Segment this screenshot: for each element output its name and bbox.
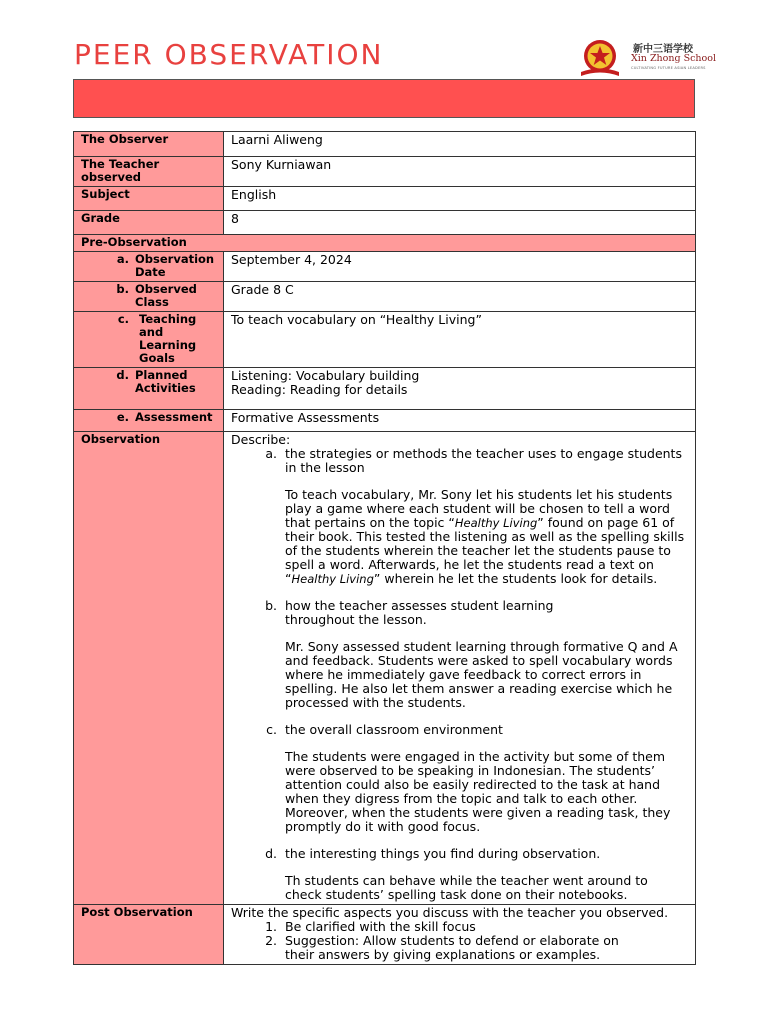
observation-question: the overall classroom environment: [285, 722, 503, 737]
title-banner: [73, 79, 695, 118]
observation-date-label: a. Observation Date: [116, 252, 215, 279]
observation-question: how the teacher assesses student learning throughout the lesson.: [285, 598, 554, 627]
observation-answer: To teach vocabulary, Mr. Sony let his students let his students play a game where each student will be chosen to tell a word that pertains on the topic “Healthy Living” found on page 61 of their book. This tested the listening as well as the spelling skills of the students wherein the teacher let the students pause to spell a word. Afterwards, he let the students read a text on “Healthy Living” wherein he let the students look for details.: [285, 487, 685, 586]
observation-date-row: [74, 252, 696, 282]
subject-row: [74, 187, 696, 211]
school-crest-icon: [578, 38, 628, 78]
observation-intro: Describe:: [231, 432, 291, 447]
goals-value: To teach vocabulary on “Healthy Living”: [224, 312, 696, 368]
assessment-label: e. Assessment: [116, 410, 213, 424]
subject-value: English: [224, 187, 696, 211]
pre-observation-label: Pre-Observation: [74, 235, 696, 252]
observer-label: The Observer: [74, 132, 224, 157]
observed-class-row: [74, 282, 696, 312]
observation-question: the strategies or methods the teacher uses to engage students in the lesson: [285, 446, 682, 475]
school-logo: [578, 38, 718, 78]
observation-item-a: a. the strategies or methods the teacher uses to engage students in the lesson To teach vocabulary, Mr. Sony let his students let his students play a game where each student will be chosen to tell a word that pertains on the topic “Healthy Living” found on page 61 of their book. This tested the listening as well as the spelling skills of the students wherein the teacher let the students pause to spell a word. Afterwards, he let the students read a text on “Healthy Living” wherein he let the students look for details.: [231, 447, 688, 586]
observed-class-label: b. Observed Class: [116, 282, 197, 309]
grade-row: [74, 211, 696, 235]
post-observation-label: Post Observation: [74, 905, 224, 965]
observation-question: the interesting things you find during observation.: [285, 846, 601, 861]
teacher-label: The Teacher observed: [74, 157, 224, 187]
post-observation-item-1: 1. Be clarified with the skill focus: [265, 919, 476, 934]
observation-item-c: c. the overall classroom environment The students were engaged in the activity but some of them were observed to be speaking in Indonesian. The students’ attention could also be easily redirected to the task at hand when they digress from the topic and talk to each other. Moreover, when the students were given a reading task, they promptly do it with good focus.: [231, 723, 688, 834]
observation-date-value: September 4, 2024: [224, 252, 696, 282]
school-name-chinese: 新中三语学校: [633, 44, 693, 55]
observer-row: [74, 132, 696, 157]
grade-value: 8: [224, 211, 696, 235]
observation-answer: Th students can behave while the teacher went around to check students’ spelling task done on their notebooks.: [285, 873, 648, 902]
grade-label: Grade: [74, 211, 224, 235]
planned-activities-row: [74, 368, 696, 410]
teacher-value: Sony Kurniawan: [224, 157, 696, 187]
observation-form: [73, 131, 696, 965]
observation-answer: The students were engaged in the activity but some of them were observed to be speaking in Indonesian. The students’ attention could also be easily redirected to the task at hand when they digress from the topic and talk to each other. Moreover, when the students were given a reading task, they promptly do it with good focus.: [285, 749, 671, 834]
planned-activities-value: Listening: Vocabulary building Reading: Reading for details: [224, 368, 696, 410]
goals-label: c. Teaching and Learning Goals: [117, 312, 197, 365]
assessment-value: Formative Assessments: [224, 410, 696, 432]
pre-observation-row: [74, 235, 696, 252]
school-name-english: Xin Zhong School: [631, 53, 717, 64]
post-observation-item-2: 2. Suggestion: Allow students to defend or elaborate on their answers by giving explanations or examples.: [265, 933, 619, 962]
observation-row: [74, 432, 696, 905]
observation-item-b: b. how the teacher assesses student learning throughout the lesson. Mr. Sony assessed student learning through formative Q and A and feedback. Students were asked to spell vocabulary words where he immediately gave feedback to correct errors in spelling. He also let them answer a reading exercise which he processed with the students.: [231, 599, 688, 710]
observed-class-value: Grade 8 C: [224, 282, 696, 312]
observer-value: Laarni Aliweng: [224, 132, 696, 157]
post-observation-content: [224, 905, 696, 965]
page-title: PEER OBSERVATION: [74, 38, 384, 71]
school-tagline: CULTIVATING FUTURE ASIAN LEADERS: [631, 66, 706, 70]
observation-content: [224, 432, 696, 905]
assessment-row: [74, 410, 696, 432]
subject-label: Subject: [74, 187, 224, 211]
post-observation-row: [74, 905, 696, 965]
goals-row: [74, 312, 696, 368]
observation-answer: Mr. Sony assessed student learning through formative Q and A and feedback. Students were asked to spell vocabulary words where he immediately gave feedback to correct errors in spelling. He also let them answer a reading exercise which he processed with the students.: [285, 639, 678, 710]
observation-item-d: d. the interesting things you find during observation. Th students can behave while the teacher went around to check students’ spelling task done on their notebooks.: [231, 847, 688, 902]
planned-activities-label: d. Planned Activities: [116, 368, 196, 395]
observation-label: Observation: [74, 432, 224, 905]
teacher-row: [74, 157, 696, 187]
post-observation-intro: Write the specific aspects you discuss with the teacher you observed.: [231, 905, 669, 920]
